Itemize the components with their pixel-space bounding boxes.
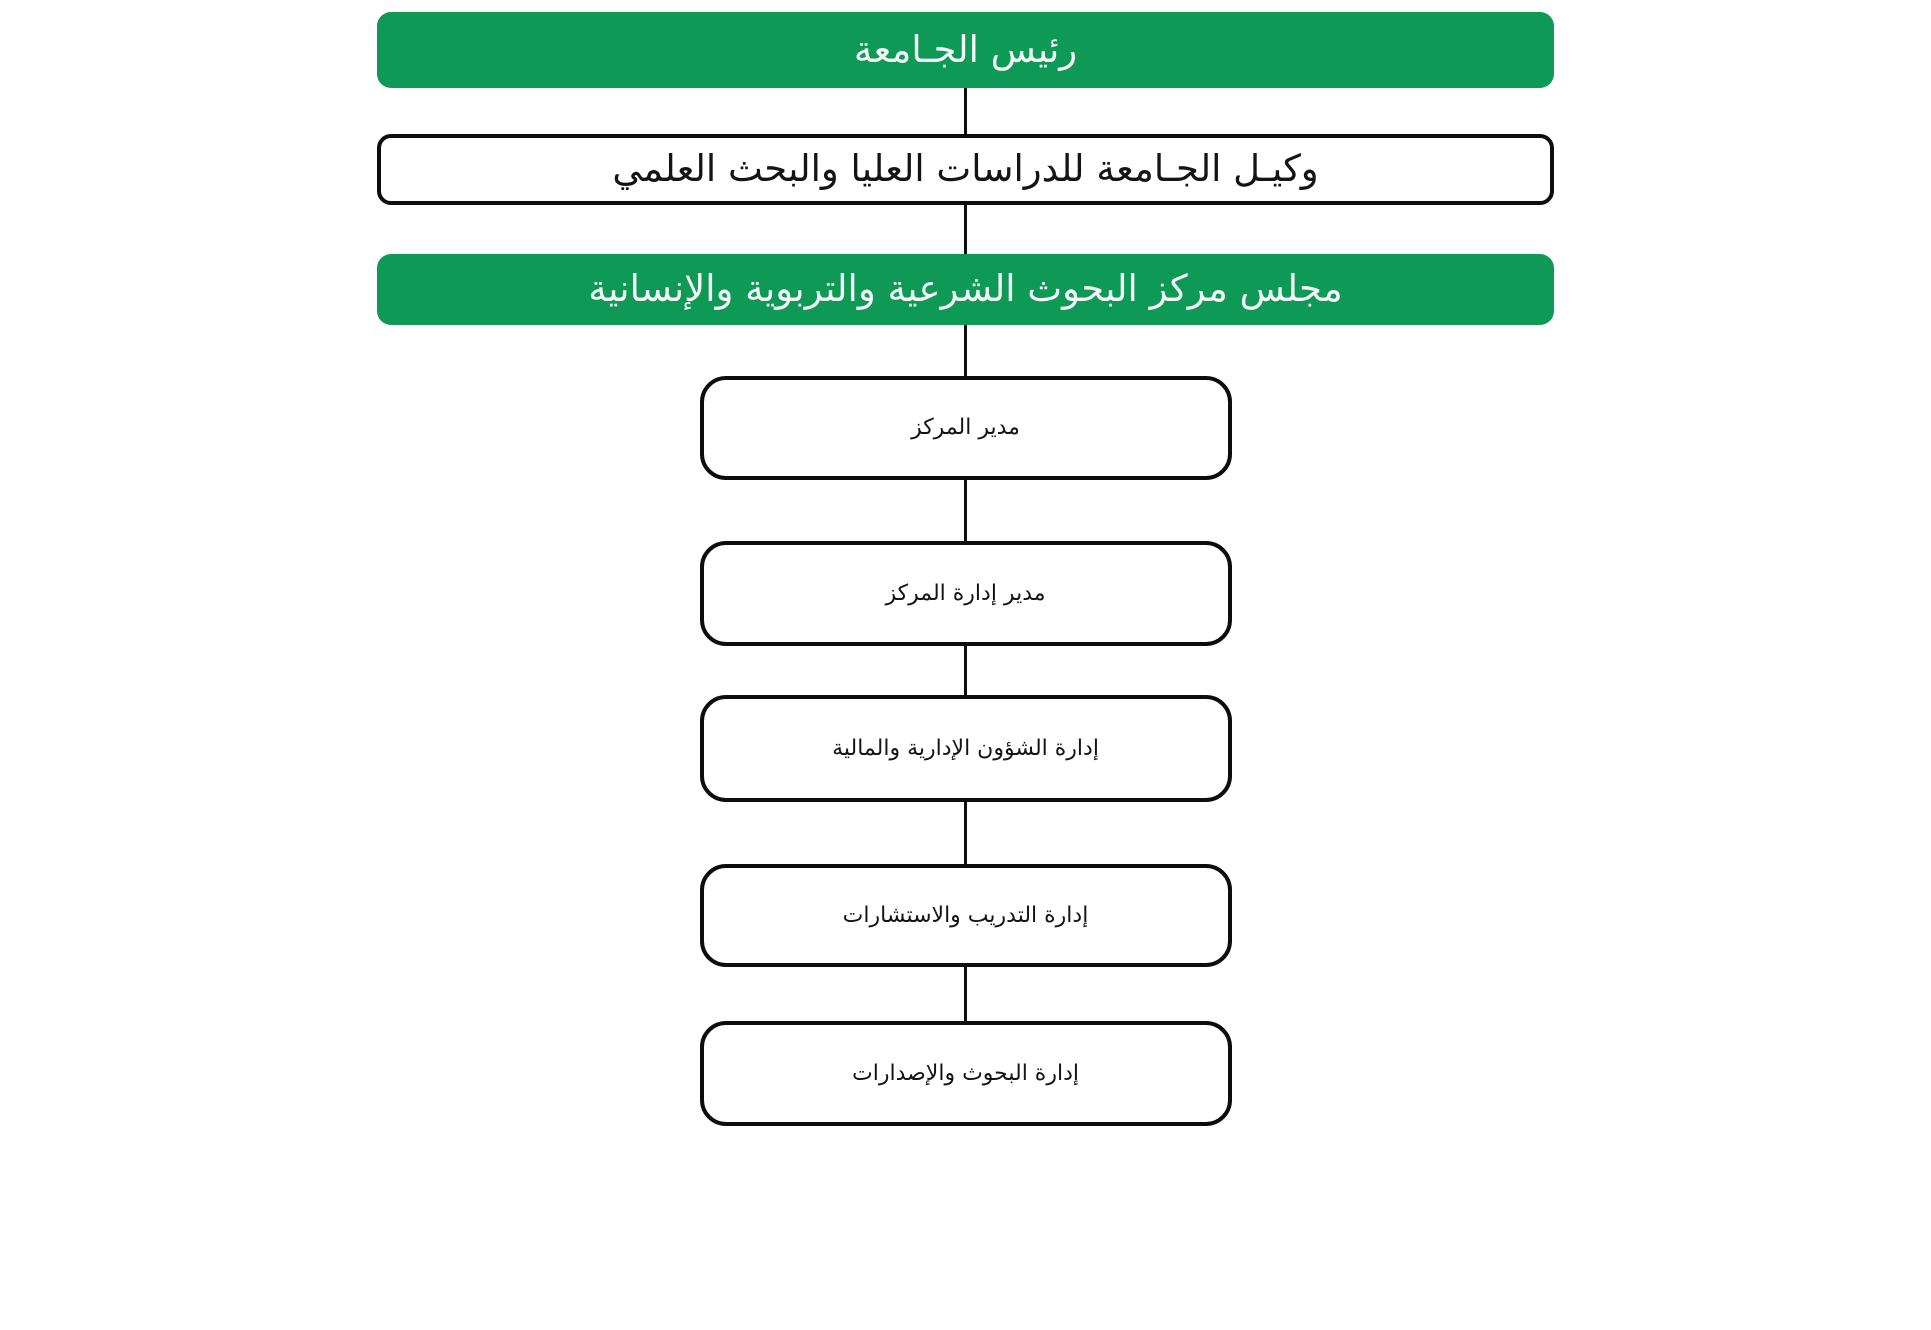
connector-line — [964, 480, 967, 541]
node-research-center-council — [377, 254, 1554, 325]
connector-line — [964, 88, 967, 134]
node-vice-president-research — [377, 134, 1554, 205]
connector-line — [964, 646, 967, 695]
node-research-publications — [700, 1021, 1232, 1126]
connector-line — [964, 967, 967, 1021]
node-label: وكيـل الجـامعة للدراسات العليا والبحث العلمي — [612, 147, 1319, 191]
node-label: مدير إدارة المركز — [885, 580, 1046, 606]
node-label: رئيس الجـامعة — [853, 27, 1078, 71]
node-admin-financial-affairs — [700, 695, 1232, 802]
node-label: مجلس مركز البحوث الشرعية والتربوية والإنسانية — [588, 267, 1343, 311]
node-label: إدارة التدريب والاستشارات — [842, 902, 1089, 928]
node-label: إدارة البحوث والإصدارات — [852, 1060, 1079, 1086]
node-university-president — [377, 12, 1554, 88]
connector-line — [964, 325, 967, 376]
connector-line — [964, 802, 967, 864]
node-label: إدارة الشؤون الإدارية والمالية — [832, 735, 1099, 761]
node-center-admin-director — [700, 541, 1232, 646]
node-center-director — [700, 376, 1232, 480]
node-label: مدير المركز — [911, 415, 1020, 441]
node-training-consulting — [700, 864, 1232, 967]
connector-line — [964, 205, 967, 254]
